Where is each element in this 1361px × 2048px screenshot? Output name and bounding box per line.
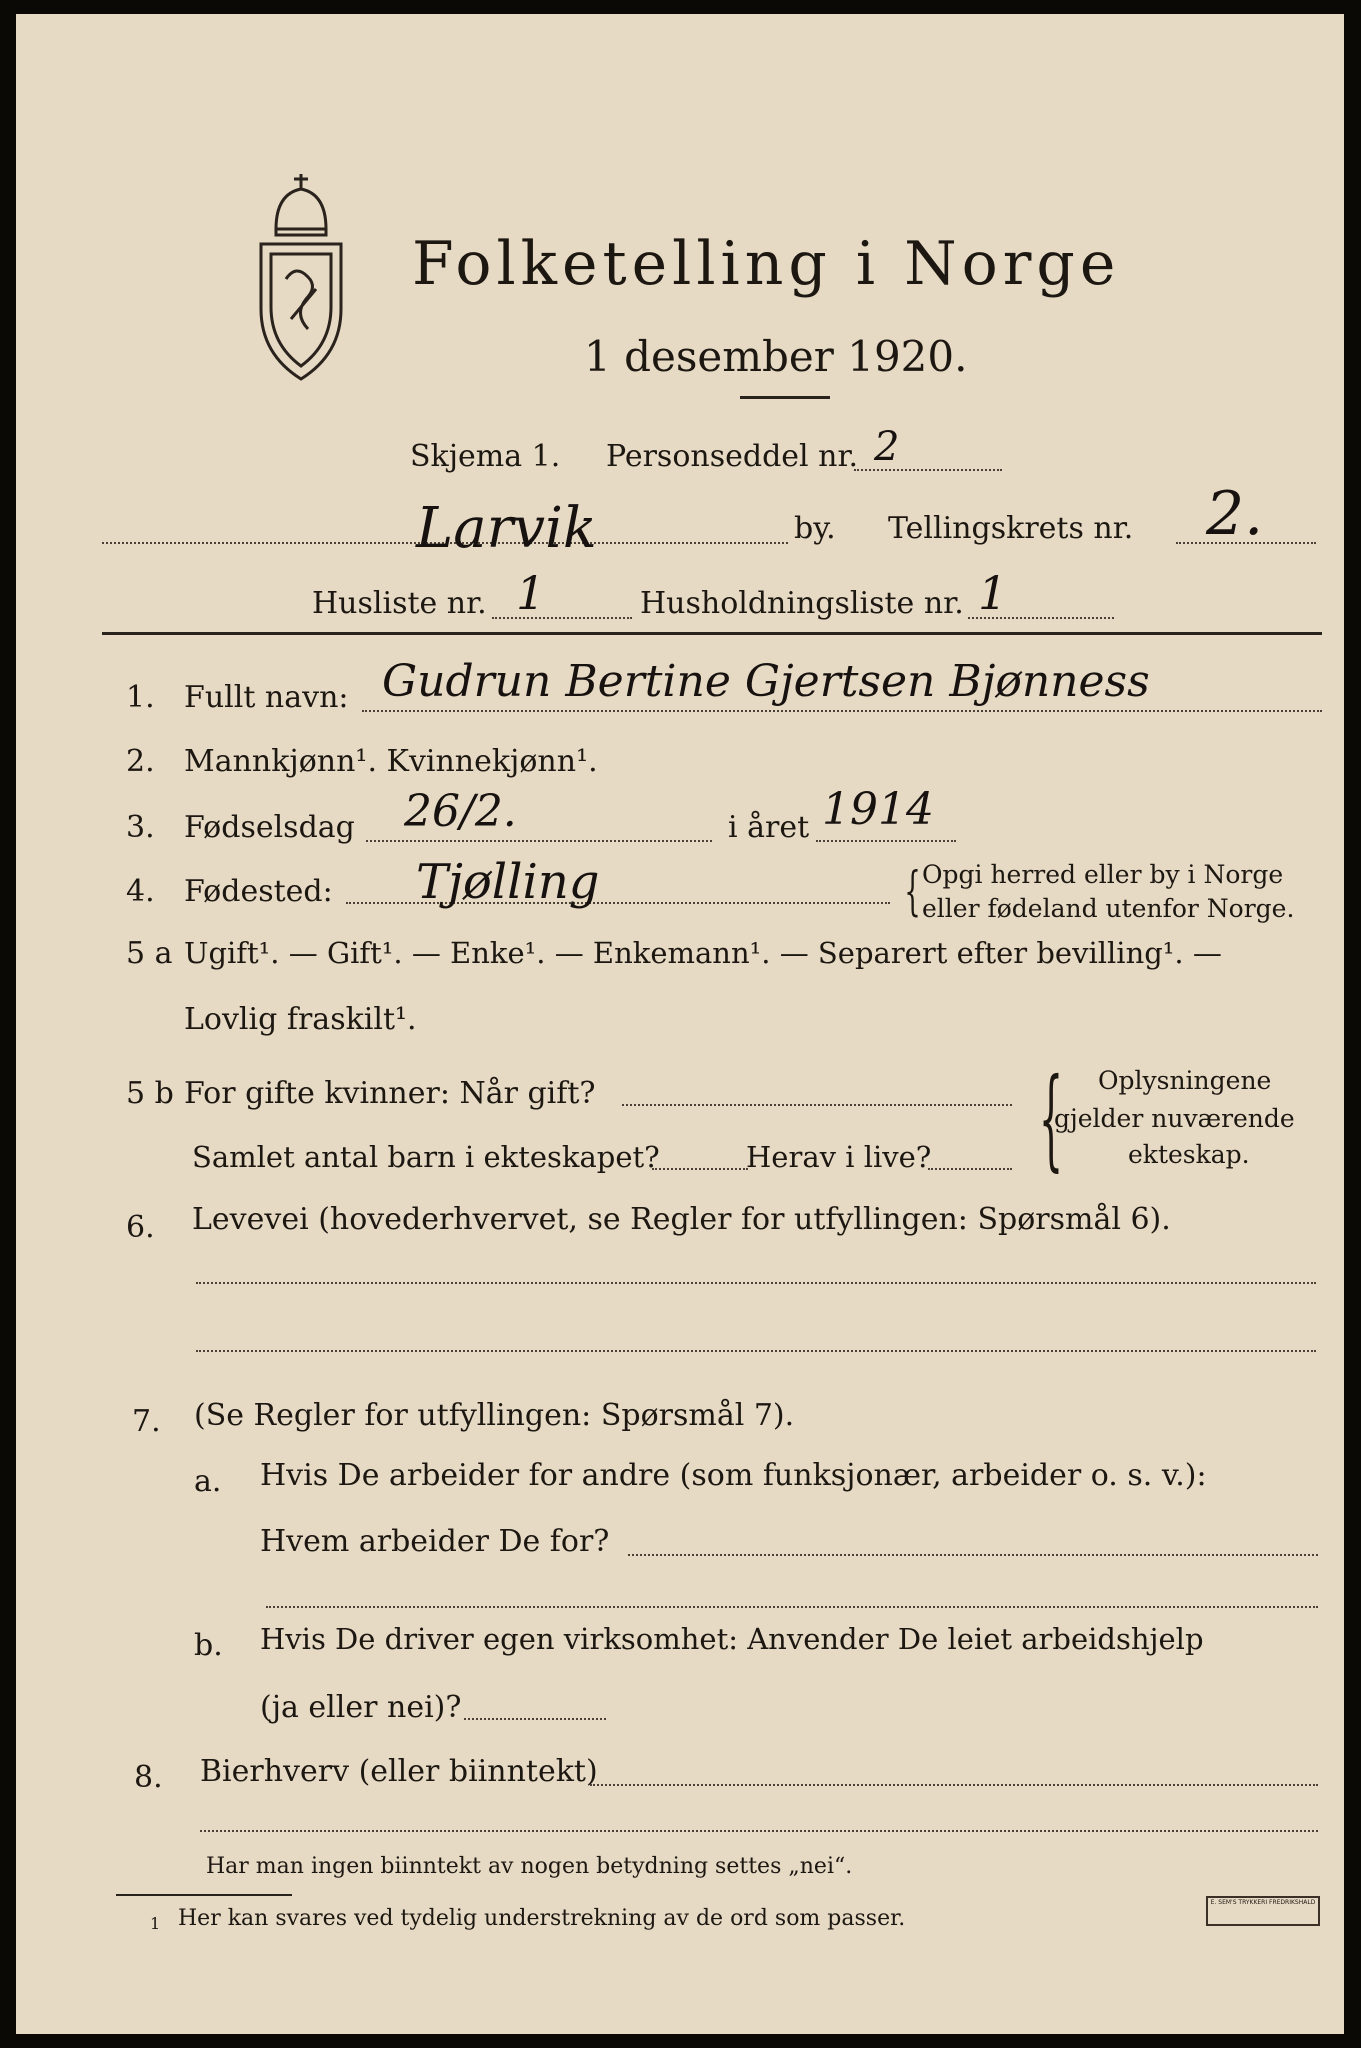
- printer-stamp: [1206, 1896, 1320, 1926]
- q2-label: Mannkjønn¹. Kvinnekjønn¹.: [184, 744, 598, 779]
- tellingskrets-label: Tellingskrets nr.: [888, 511, 1134, 546]
- footnote-mark: 1: [150, 1914, 161, 1933]
- q4-number: 4.: [126, 874, 155, 909]
- marriage-note-3: ekteskap.: [1128, 1140, 1250, 1169]
- husholdning-label: Husholdningsliste nr.: [640, 586, 964, 621]
- title-divider: [740, 396, 830, 399]
- q2-number: 2.: [126, 744, 155, 779]
- husholdning-value: 1: [978, 566, 1008, 620]
- marriage-note-1: Oplysningene: [1098, 1066, 1272, 1095]
- form-date: 1 desember 1920.: [584, 332, 968, 381]
- personseddel-label: Personseddel nr.: [606, 439, 859, 474]
- q7a-line-1: Hvis De arbeider for andre (som funksjonær, arbeider o. s. v.):: [260, 1458, 1207, 1493]
- brace-icon: {: [904, 862, 921, 922]
- q6-number: 6.: [126, 1210, 155, 1245]
- side-income-label: Bierhverv (eller biinntekt): [200, 1754, 598, 1789]
- q1-number: 1.: [126, 680, 155, 715]
- form-title: Folketelling i Norge: [412, 229, 1121, 299]
- census-form: [16, 14, 1344, 2034]
- footnote-divider: [116, 1894, 292, 1896]
- q4-label: Fødested:: [184, 874, 333, 909]
- husliste-value: 1: [516, 566, 546, 620]
- tellingskrets-value: 2.: [1206, 479, 1264, 549]
- no-income-note: Har man ingen biinntekt av nogen betydning settes „nei“.: [206, 1854, 853, 1879]
- birthday-field[interactable]: [366, 840, 712, 842]
- brace-icon: {: [1038, 1054, 1064, 1182]
- husliste-field[interactable]: [492, 617, 632, 619]
- city-value: Larvik: [416, 496, 597, 561]
- children-total-label: Samlet antal barn i ekteskapet?: [192, 1140, 660, 1174]
- side-income-field[interactable]: [590, 1784, 1318, 1786]
- hired-help-field[interactable]: [464, 1718, 606, 1720]
- q8-number: 8.: [134, 1760, 163, 1795]
- married-when-field[interactable]: [622, 1104, 1012, 1106]
- full-name-value: Gudrun Bertine Gjertsen Bjønness: [382, 656, 1150, 707]
- by-label: by.: [794, 511, 836, 546]
- personseddel-value: 2: [874, 424, 900, 470]
- occupation-field-2[interactable]: [196, 1350, 1316, 1352]
- marriage-note-2: gjelder nuværende: [1054, 1104, 1295, 1133]
- husliste-label: Husliste nr.: [312, 586, 487, 621]
- q7b-line-2: (ja eller nei)?: [260, 1690, 462, 1725]
- coat-of-arms-icon: [246, 169, 356, 384]
- birthplace-note-1: Opgi herred eller by i Norge: [922, 860, 1284, 889]
- marital-status-line-1: Ugift¹. — Gift¹. — Enke¹. — Enkemann¹. — Separert efter bevilling¹. —: [184, 936, 1222, 970]
- q7-label: (Se Regler for utfyllingen: Spørsmål 7).: [194, 1398, 795, 1433]
- printer-stamp-text: E. SEM'S TRYKKERI FREDRIKSHALD: [1210, 1899, 1316, 1906]
- side-income-field-2[interactable]: [200, 1830, 1318, 1832]
- occupation-label: Levevei (hovederhvervet, se Regler for utfyllingen: Spørsmål 6).: [192, 1202, 1171, 1237]
- q7b-letter: b.: [194, 1628, 223, 1663]
- children-alive-field[interactable]: [928, 1168, 1012, 1170]
- q3-label: Fødselsdag: [184, 810, 355, 845]
- year-label: i året: [728, 810, 810, 845]
- q7a-letter: a.: [194, 1464, 222, 1499]
- employer-field[interactable]: [628, 1554, 1318, 1556]
- schema-label: Skjema 1.: [410, 439, 561, 474]
- occupation-field-1[interactable]: [196, 1282, 1316, 1284]
- q5b-number: 5 b: [126, 1076, 174, 1111]
- header-divider: [102, 632, 1322, 635]
- marital-status-line-2: Lovlig fraskilt¹.: [184, 1002, 417, 1037]
- q5a-number: 5 a: [126, 936, 173, 971]
- q7-number: 7.: [132, 1404, 161, 1439]
- q3-number: 3.: [126, 810, 155, 845]
- q7a-line-2: Hvem arbeider De for?: [260, 1524, 610, 1559]
- full-name-field[interactable]: [362, 710, 1322, 712]
- birthplace-note-2: eller fødeland utenfor Norge.: [922, 894, 1295, 923]
- footnote-text: Her kan svares ved tydelig understrekning av de ord som passer.: [178, 1906, 906, 1931]
- q7b-line-1: Hvis De driver egen virksomhet: Anvender De leiet arbeidshjelp: [260, 1622, 1204, 1656]
- birth-year-value: 1914: [822, 784, 934, 835]
- birthday-value: 26/2.: [404, 786, 517, 837]
- birthplace-value: Tjølling: [416, 854, 600, 910]
- children-alive-label: Herav i live?: [746, 1140, 932, 1174]
- married-when-label: For gifte kvinner: Når gift?: [184, 1076, 596, 1111]
- q1-label: Fullt navn:: [184, 680, 349, 715]
- birth-year-field[interactable]: [816, 840, 956, 842]
- employer-field-2[interactable]: [266, 1606, 1318, 1608]
- children-total-field[interactable]: [652, 1168, 748, 1170]
